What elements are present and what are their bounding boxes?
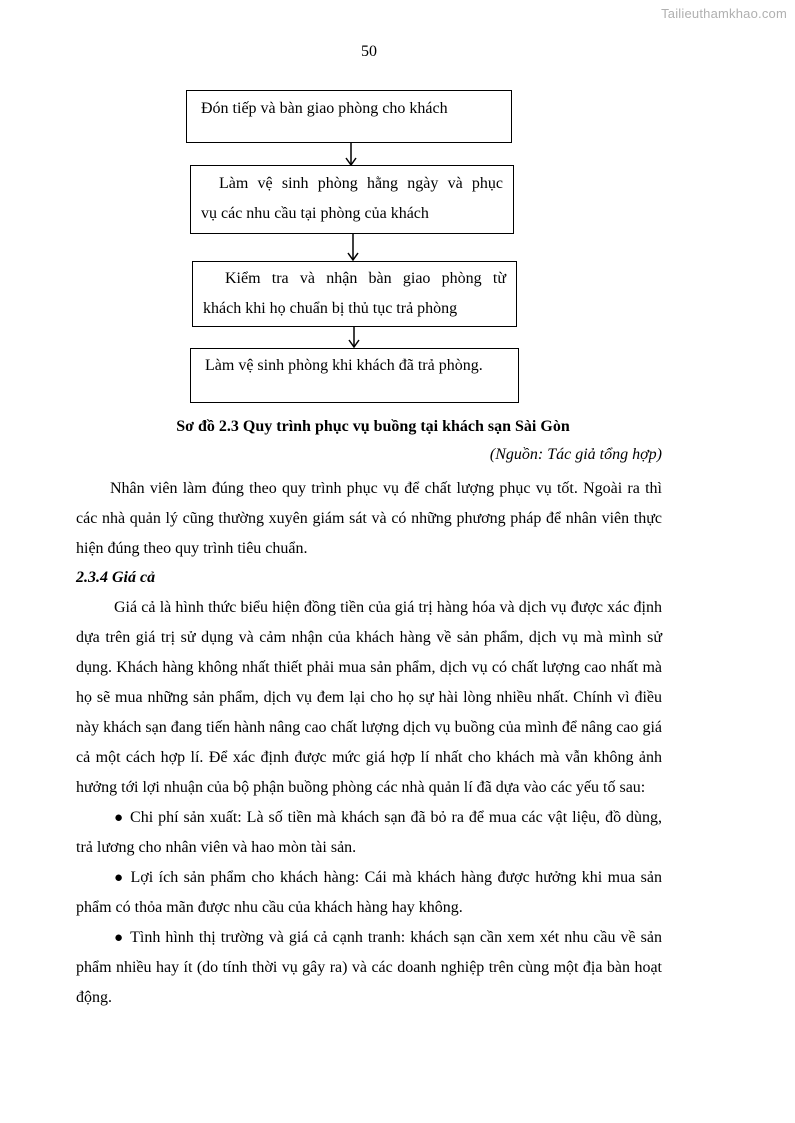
bullet-text: Lợi ích sản phẩm cho khách hàng: Cái mà khách hàng được hưởng khi mua sản phẩm có thỏa mãn được nhu cầu của khách hàng hay không.	[76, 869, 662, 916]
bullet-text: Tình hình thị trường và giá cả cạnh tranh: khách sạn cần xem xét nhu cầu về sản phẩm nhiều hay ít (do tính thời vụ gây ra) và các doanh nghiệp trên cùng một địa bàn hoạt động.	[76, 929, 663, 1006]
diagram-step-4	[190, 348, 519, 403]
body-paragraph-2: Giá cả là hình thức biểu hiện đồng tiền của giá trị hàng hóa và dịch vụ được xác định dựa trên giá trị sử dụng và cảm nhận của khách hàng về sản phẩm, dịch vụ mà mình sử dụng. Khách hàng không nhất thiết phải mua sản phẩm, dịch vụ có chất lượng cao nhất mà họ sẽ mua những sản phẩm, dịch vụ đem lại cho họ sự hài lòng nhiều nhất. Chính vì điều này khách sạn đang tiến hành nâng cao chất lượng dịch vụ buồng của mình để nâng cao giá cả một cách hợp lí. Để xác định được mức giá hợp lí nhất cho khách mà vẫn không ảnh hưởng tới lợi nhuận của bộ phận buồng phòng các nhà quản lí đã dựa vào các yếu tố sau:	[76, 599, 662, 796]
diagram-step-4-text: Làm vệ sinh phòng khi khách đã trả phòng.	[205, 357, 483, 374]
section-heading: 2.3.4 Giá cả	[76, 569, 156, 586]
diagram-step-3-line2: khách khi họ chuẩn bị thủ tục trả phòng	[203, 300, 458, 317]
watermark: Tailieuthamkhao.com	[661, 6, 787, 21]
bullet-item	[76, 923, 662, 1013]
diagram-step-2-line2: vụ các nhu cầu tại phòng của khách	[201, 205, 429, 222]
arrow-down-icon	[345, 143, 357, 167]
diagram-step-3-line1: Kiểm tra và nhận bàn giao phòng từ	[225, 270, 506, 287]
bullet-item	[76, 863, 662, 923]
bullet-item	[76, 803, 662, 863]
body-paragraph-1-block	[76, 474, 662, 564]
diagram-step-1-text: Đón tiếp và bàn giao phòng cho khách	[201, 100, 448, 117]
body-paragraph-2-block	[76, 593, 662, 1013]
arrow-down-icon	[348, 327, 360, 349]
diagram-step-3	[192, 261, 517, 327]
bullet-dot-icon: ●	[114, 810, 125, 826]
diagram-step-2-line1: Làm vệ sinh phòng hằng ngày và phục	[219, 175, 503, 192]
diagram-source: (Nguồn: Tác giả tổng hợp)	[489, 446, 662, 463]
page-number: 50	[361, 43, 377, 60]
diagram-caption: Sơ đồ 2.3 Quy trình phục vụ buồng tại khách sạn Sài Gòn	[176, 418, 570, 435]
diagram-step-2	[190, 165, 514, 234]
bullet-dot-icon: ●	[114, 870, 125, 886]
bullet-dot-icon: ●	[114, 930, 125, 946]
diagram-step-1	[186, 90, 512, 143]
body-paragraph-1: Nhân viên làm đúng theo quy trình phục vụ để chất lượng phục vụ tốt. Ngoài ra thì các nhà quản lý cũng thường xuyên giám sát và có những phương pháp để nhân viên thực hiện đúng theo quy trình tiêu chuẩn.	[76, 480, 662, 557]
bullet-text: Chi phí sản xuất: Là số tiền mà khách sạn đã bỏ ra để mua các vật liệu, đồ dùng, trả lương cho nhân viên và hao mòn tài sản.	[76, 809, 663, 856]
arrow-down-icon	[347, 234, 359, 262]
